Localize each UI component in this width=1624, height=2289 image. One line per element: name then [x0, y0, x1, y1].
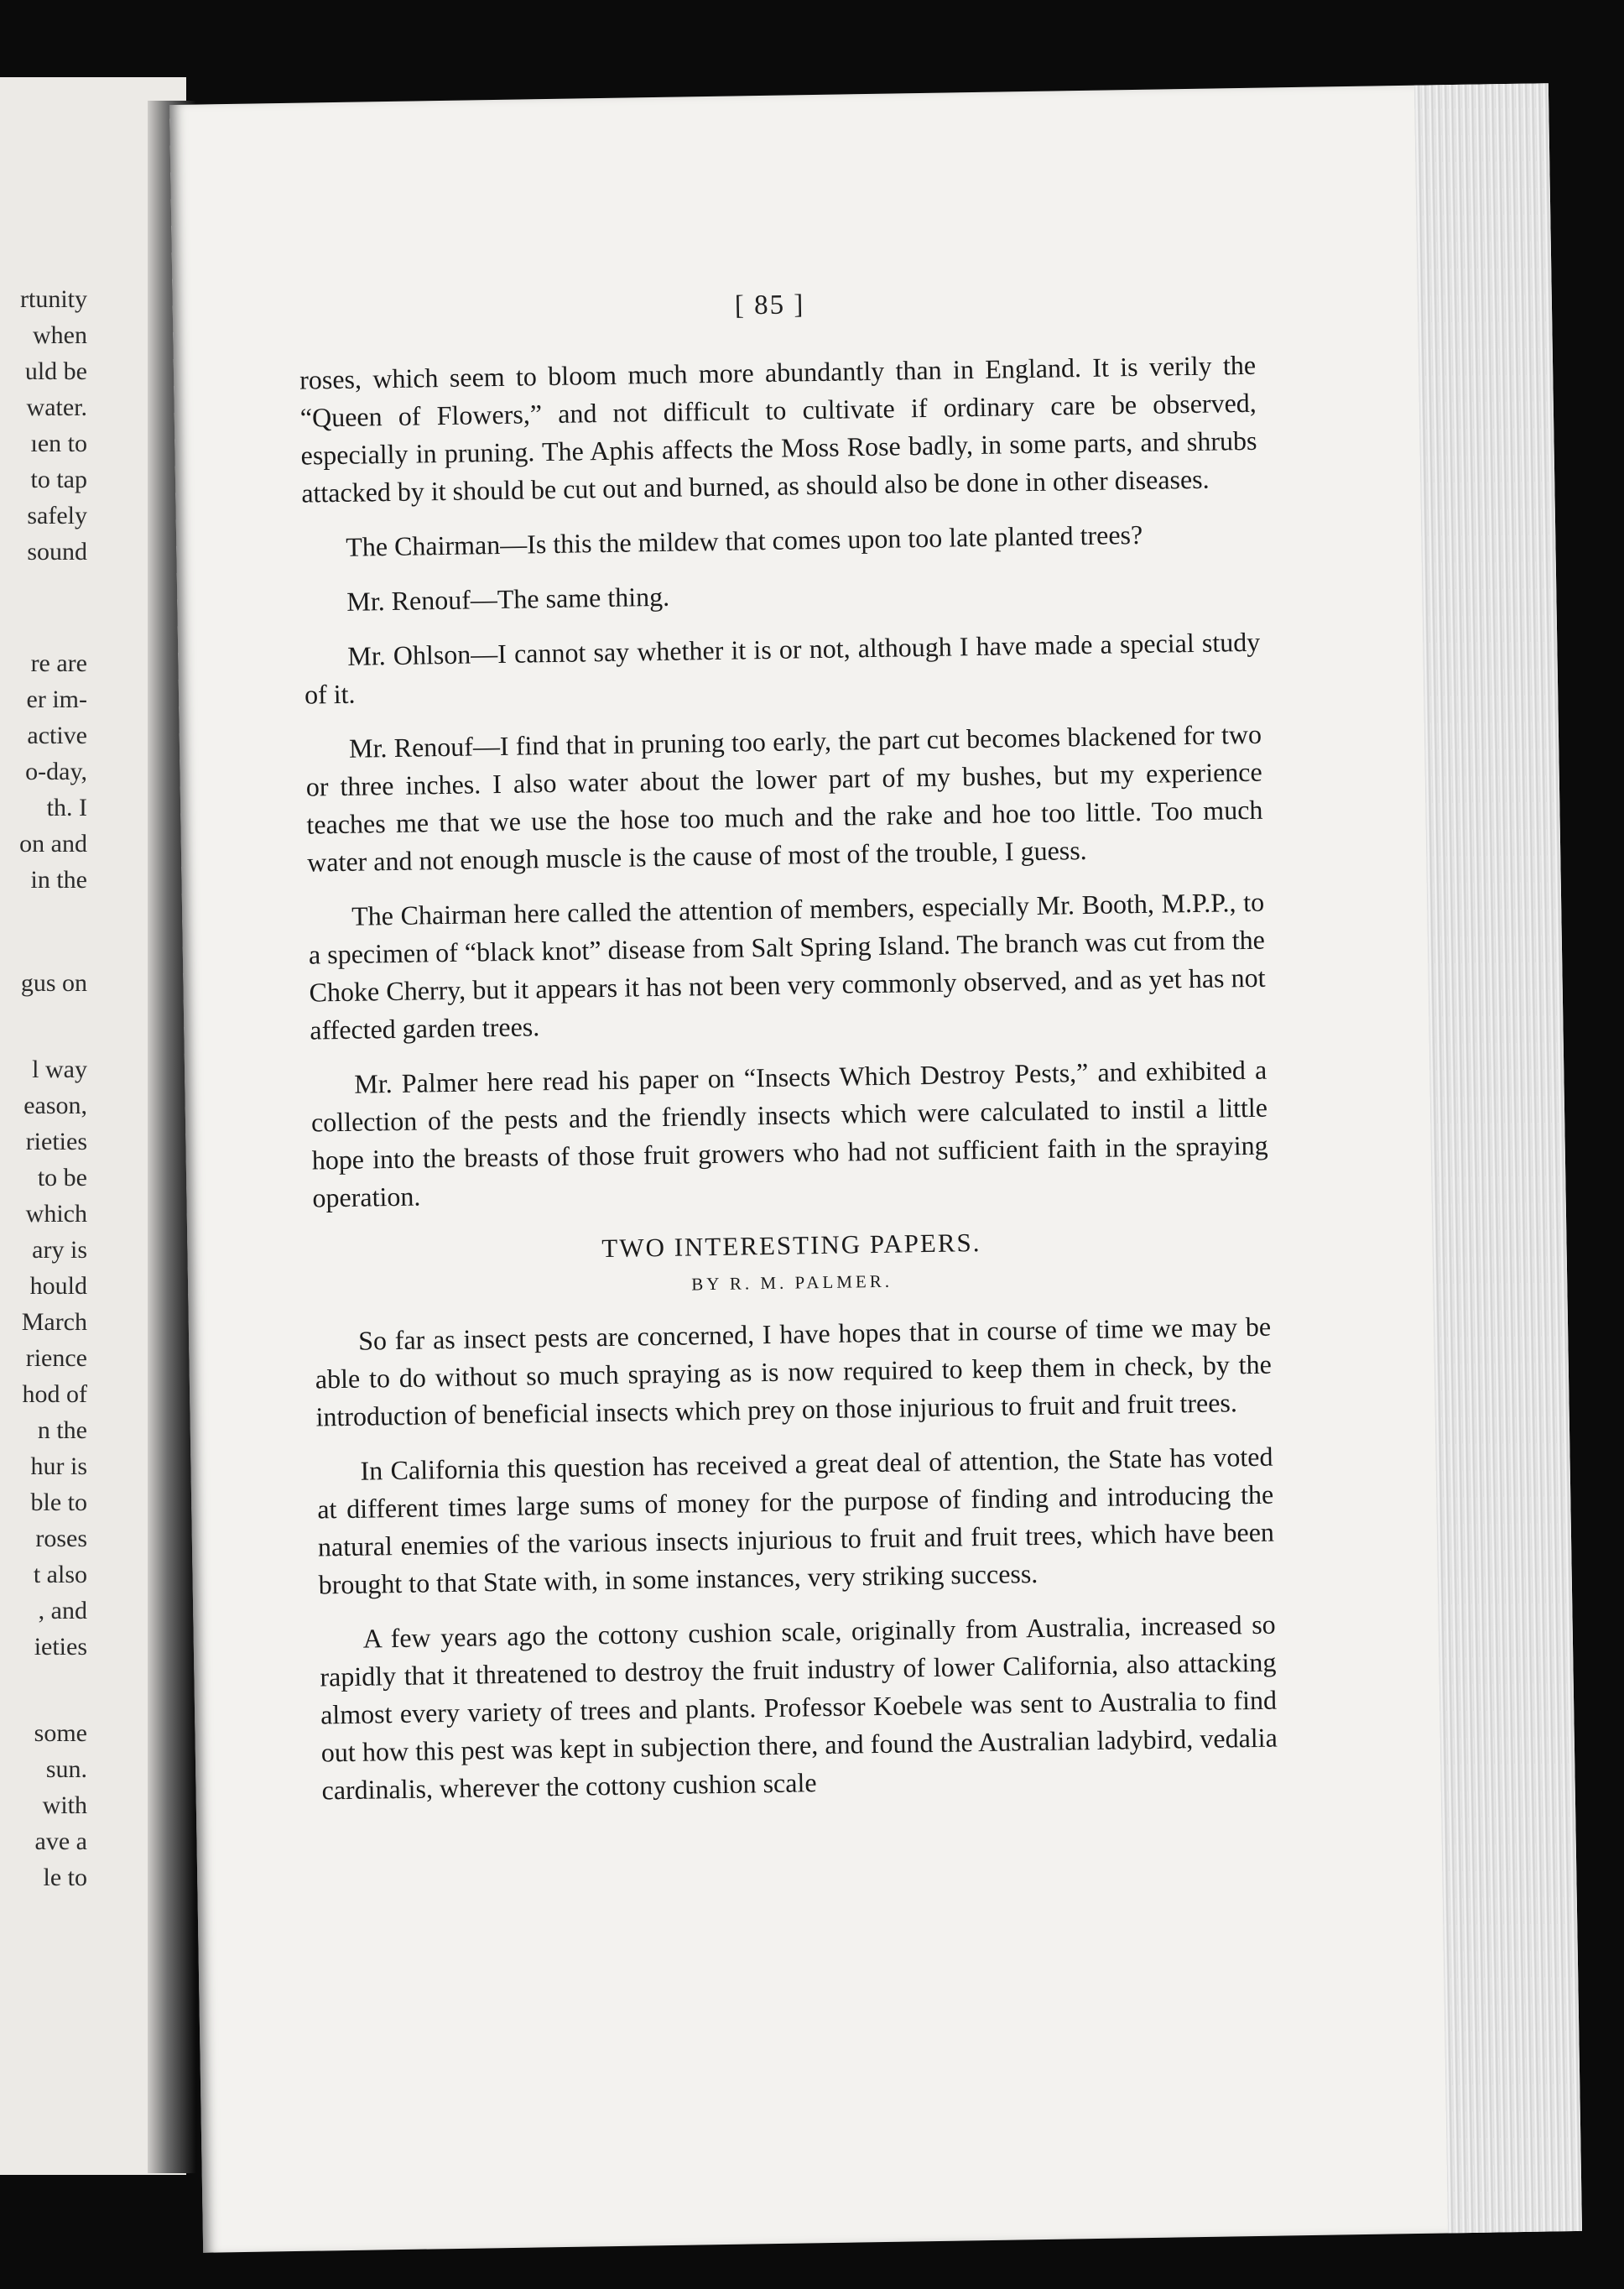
- left-page-text-fragment: hould: [29, 1272, 87, 1300]
- left-page-text-fragment: er im-: [26, 686, 87, 713]
- page-edge-stack: [1414, 83, 1582, 2233]
- left-page-text-fragment: sun.: [45, 1755, 87, 1783]
- left-page-text-fragment: March: [21, 1308, 87, 1336]
- paragraph: In California this question has received a great deal of attention, the State has voted at different times large sums of money for the purpose of finding and introducing the natural enemies of the various insects injurious to fruit and fruit trees, which have been brought to that State with, in some instances, very striking success.: [317, 1441, 1275, 1600]
- left-page-text-fragment: ıen to: [30, 430, 87, 457]
- left-page-text-fragment: hur is: [30, 1452, 87, 1480]
- left-page-text-fragment: o-day,: [25, 758, 87, 785]
- left-page-text-fragment: gus on: [20, 969, 87, 997]
- left-page-text-fragment: active: [27, 722, 87, 749]
- paragraph: The Chairman—Is this the mildew that comes upon too late planted trees?: [346, 519, 1143, 562]
- section-byline: BY R. M. PALMER.: [691, 1270, 893, 1295]
- paragraph: The Chairman here called the attention of members, especially Mr. Booth, M.P.P., to a specimen of “black knot” disease from Salt Spring Island. The branch was cut from the Choke Cherry, but it appears it has not been very commonly observed, and as yet has not affected garden trees.: [308, 886, 1266, 1045]
- left-page-text-fragment: safely: [27, 502, 87, 529]
- left-page-text-fragment: ary is: [32, 1236, 87, 1264]
- left-page-text-fragment: eason,: [23, 1092, 87, 1119]
- left-page-text-fragment: some: [34, 1719, 87, 1747]
- left-page-text-fragment: which: [25, 1200, 87, 1228]
- paragraph: roses, which seem to bloom much more abundantly than in England. It is verily the “Queen of Flowers,” and not difficult to cultivate if ordinary care be observed, especially in pruning. The Aphis affects the Moss Rose badly, in some parts, and shrubs attacked by it should be cut out and burned, as should also be done in other diseases.: [299, 349, 1257, 508]
- left-page-text-fragment: to tap: [30, 466, 87, 493]
- paragraph: So far as insect pests are concerned, I have hopes that in course of time we may be able to do without so much spraying as is now required to keep them in check, by the introduction of beneficial insects which prey on those injurious to fruit and fruit trees.: [315, 1311, 1273, 1432]
- left-page-text-fragment: rieties: [25, 1128, 87, 1155]
- left-page-text-fragment: on and: [19, 830, 87, 858]
- left-page-text-fragment: l way: [32, 1056, 87, 1083]
- left-page-text-fragment: n the: [37, 1416, 87, 1444]
- left-page-text-fragment: with: [42, 1791, 87, 1819]
- left-page-text-fragment: , and: [38, 1597, 87, 1624]
- left-page-text-fragment: ble to: [30, 1489, 87, 1516]
- left-page-text-fragment: sound: [27, 538, 87, 566]
- left-page-text-fragment: when: [33, 321, 87, 349]
- paragraph: Mr. Renouf—The same thing.: [346, 581, 670, 617]
- section-heading: TWO INTERESTING PAPERS.: [601, 1228, 981, 1264]
- body-text: [299, 347, 1278, 1827]
- paragraph: Mr. Ohlson—I cannot say whether it is or not, although I have made a special study of it.: [304, 626, 1261, 710]
- left-page-text-fragment: re are: [30, 649, 87, 677]
- page-number: [ 85 ]: [734, 289, 805, 321]
- left-page-text-fragment: le to: [43, 1864, 87, 1891]
- left-page-text-fragment: rience: [25, 1344, 87, 1372]
- left-page-text-fragment: hod of: [22, 1380, 87, 1408]
- left-page-text-fragment: rtunity: [20, 285, 87, 313]
- left-page-text-fragment: th. I: [46, 794, 87, 821]
- left-page-text-fragment: ieties: [34, 1633, 87, 1661]
- left-page-text-fragment: to be: [37, 1164, 87, 1191]
- left-page-text-fragment: ave a: [34, 1828, 87, 1855]
- left-page-text-fragment: water.: [26, 394, 87, 421]
- left-page-text-fragment: t also: [33, 1561, 87, 1588]
- paragraph: Mr. Renouf—I find that in pruning too early, the part cut becomes blackened for two or three inches. I also water about the lower part of my bushes, but my experience teaches me that we use the hose too much and the rake and hoe too little. Too much water and not enough muscle is the cause of most of the trouble, I guess.: [305, 718, 1263, 878]
- paragraph: A few years ago the cottony cushion scale, originally from Australia, increased so rapidly that it threatened to destroy the fruit industry of lower California, also attacking almost every variety of trees and plants. Professor Koebele was sent to Australia to find out how this pest was kept in subjection there, and found the Australian ladybird, vedalia cardinalis, wherever the cottony cushion scale: [320, 1609, 1278, 1806]
- left-page-text-fragment: roses: [35, 1525, 87, 1552]
- left-page-text-fragment: in the: [30, 866, 87, 894]
- paragraph: Mr. Palmer here read his paper on “Insects Which Destroy Pests,” and exhibited a collection of the pests and the friendly insects which were calculated to instil a little hope into the breasts of those fruit growers who had not sufficient faith in the spraying operation.: [310, 1054, 1268, 1213]
- left-page-text-fragment: uld be: [24, 357, 87, 385]
- right-page: [169, 83, 1582, 2253]
